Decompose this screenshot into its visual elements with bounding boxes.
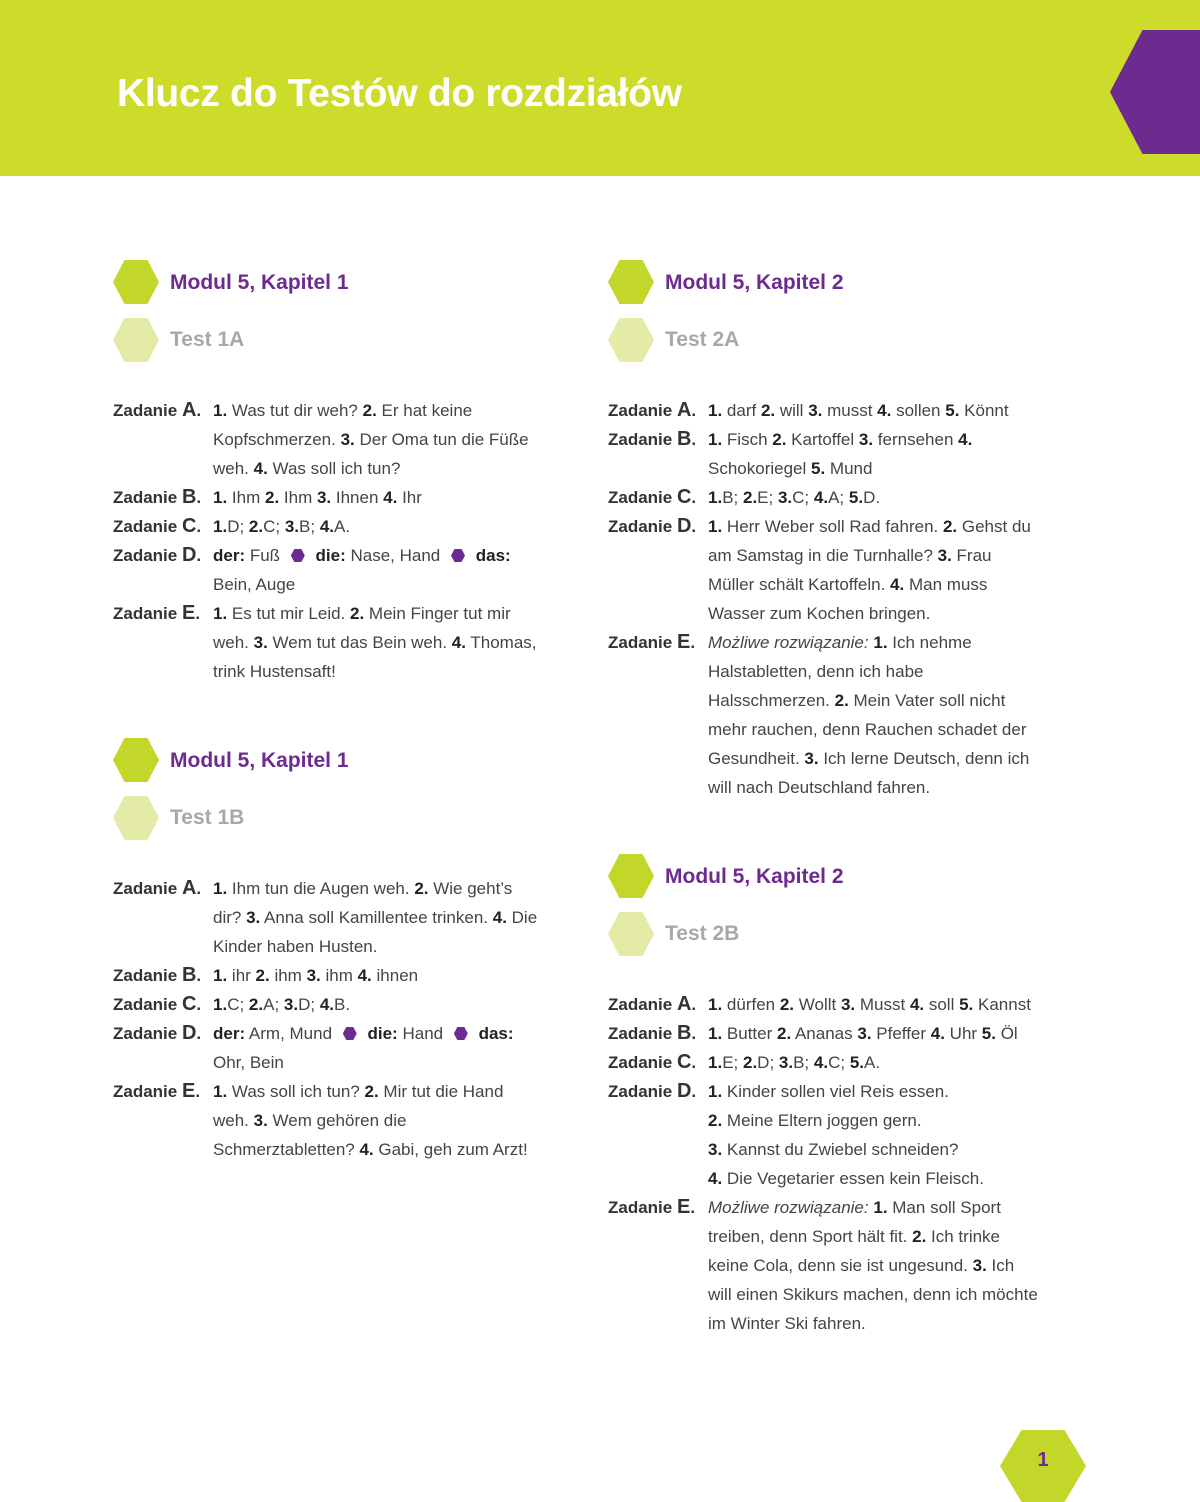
task-item <box>113 874 593 961</box>
task-letter: C <box>676 486 692 508</box>
task-label: Zadanie B. <box>113 964 202 986</box>
task-letter: B <box>181 486 197 508</box>
task-label: Zadanie A. <box>113 399 202 421</box>
test-heading <box>113 316 593 366</box>
task-item <box>608 396 1088 425</box>
task-label: Zadanie C. <box>113 515 202 537</box>
test-heading <box>608 316 1088 366</box>
modul-title: Modul 5, Kapitel 1 <box>170 749 349 772</box>
task-answer: 1. Was soll ich tun? 2. Mir tut die Hand weh. 3. Wem gehören die Schmerztabletten? 4. Gabi, geh zum Arzt! <box>213 1082 528 1159</box>
task-prefix: Zadanie <box>608 1082 677 1101</box>
task-letter: A <box>181 877 197 899</box>
task-prefix: Zadanie <box>113 995 182 1014</box>
hexagon-bullet-icon <box>608 912 654 956</box>
task-answer: 1.E; 2.D; 3.B; 4.C; 5.A. <box>708 1053 881 1072</box>
task-item <box>608 425 1088 483</box>
task-answer: 1. ihr 2. ihm 3. ihm 4. ihnen <box>213 966 419 985</box>
hexagon-bullet-icon <box>608 854 654 898</box>
task-label: Zadanie D. <box>113 1022 202 1044</box>
hexagon-bullet-icon <box>113 260 159 304</box>
hexagon-bullet-icon <box>113 318 159 362</box>
hexagon-bullet-icon <box>113 796 159 840</box>
right-column <box>608 258 1088 1338</box>
task-answer: 1.C; 2.A; 3.D; 4.B. <box>213 995 351 1014</box>
task-list <box>113 874 593 1164</box>
modul-title: Modul 5, Kapitel 1 <box>170 271 349 294</box>
task-letter: B <box>181 964 197 986</box>
task-letter: B <box>676 1022 692 1044</box>
test-section <box>608 258 1088 802</box>
task-label: Zadanie B. <box>608 1022 697 1044</box>
task-prefix: Zadanie <box>608 995 677 1014</box>
task-prefix: Zadanie <box>113 401 182 420</box>
task-answer: der: Arm, Mund die: Hand das: Ohr, Bein <box>213 1024 514 1072</box>
task-letter: A <box>676 399 692 421</box>
task-prefix: Zadanie <box>113 966 182 985</box>
task-letter: C <box>181 993 197 1015</box>
task-prefix: Zadanie <box>113 488 182 507</box>
page-title: Klucz do Testów do rozdziałów <box>117 72 682 115</box>
task-letter: D <box>181 544 197 566</box>
modul-heading <box>608 258 1088 308</box>
task-prefix: Zadanie <box>608 401 677 420</box>
task-prefix: Zadanie <box>608 517 677 536</box>
task-prefix: Zadanie <box>113 546 182 565</box>
test-section <box>113 736 593 1164</box>
test-section <box>608 852 1088 1338</box>
task-answer: der: Fuß die: Nase, Hand das: Bein, Auge <box>213 546 511 594</box>
task-letter: E <box>181 602 196 624</box>
task-item <box>113 961 593 990</box>
task-item <box>608 1193 1088 1338</box>
task-letter: D <box>676 515 692 537</box>
task-answer: 1. Ihm tun die Augen weh. 2. Wie geht’s dir? 3. Anna soll Kamillentee trinken. 4. Die Kinder haben Husten. <box>213 879 538 956</box>
hexagon-bullet-icon <box>608 260 654 304</box>
task-label: Zadanie E. <box>113 1080 201 1102</box>
task-prefix: Zadanie <box>608 488 677 507</box>
task-item <box>113 483 593 512</box>
task-label: Zadanie A. <box>113 877 202 899</box>
task-answer: Możliwe rozwiązanie: 1. Ich nehme Halstabletten, denn ich habe Halsschmerzen. 2. Mein Vater soll nicht mehr rauchen, denn Rauchen schadet der Gesundheit. 3. Ich lerne Deutsch, denn ich will nach Deutschland fahren. <box>708 633 1030 797</box>
task-list <box>608 396 1088 802</box>
task-answer: Możliwe rozwiązanie: 1. Man soll Sport treiben, denn Sport hält fit. 2. Ich trinke keine Cola, denn sie ist ungesund. 3. Ich will einen Skikurs machen, denn ich möchte im Winter Ski fahren. <box>708 1198 1038 1333</box>
task-answer: 1. Was tut dir weh? 2. Er hat keine Kopfschmerzen. 3. Der Oma tun die Füße weh. 4. Was soll ich tun? <box>213 401 529 478</box>
modul-title: Modul 5, Kapitel 2 <box>665 865 844 888</box>
task-answer: 1. Kinder sollen viel Reis essen. 2. Meine Eltern joggen gern. 3. Kannst du Zwiebel schneiden? 4. Die Vegetarier essen kein Fleisch. <box>708 1082 984 1188</box>
task-letter: A <box>676 993 692 1015</box>
task-label: Zadanie A. <box>608 993 697 1015</box>
modul-heading <box>608 852 1088 902</box>
task-prefix: Zadanie <box>608 633 677 652</box>
task-item <box>608 1048 1088 1077</box>
test-section <box>113 258 593 686</box>
task-item <box>608 990 1088 1019</box>
task-letter: C <box>676 1051 692 1073</box>
task-label: Zadanie E. <box>113 602 201 624</box>
test-heading <box>113 794 593 844</box>
task-label: Zadanie A. <box>608 399 697 421</box>
task-label: Zadanie B. <box>608 428 697 450</box>
task-item <box>113 396 593 483</box>
task-letter: C <box>181 515 197 537</box>
task-answer: 1. Fisch 2. Kartoffel 3. fernsehen 4. Schokoriegel 5. Mund <box>708 430 973 478</box>
task-label: Zadanie E. <box>608 631 696 653</box>
test-title: Test 1A <box>170 328 245 351</box>
test-title: Test 2A <box>665 328 740 351</box>
task-prefix: Zadanie <box>608 1198 677 1217</box>
task-answer: 1. Butter 2. Ananas 3. Pfeffer 4. Uhr 5. Öl <box>708 1024 1018 1043</box>
task-label: Zadanie D. <box>113 544 202 566</box>
task-item <box>113 512 593 541</box>
task-item <box>608 1019 1088 1048</box>
task-letter: E <box>676 631 691 653</box>
task-list <box>608 990 1088 1338</box>
task-item <box>608 1077 1088 1193</box>
task-label: Zadanie E. <box>608 1196 696 1218</box>
modul-heading <box>113 258 593 308</box>
task-item <box>608 628 1088 802</box>
left-column <box>113 258 593 1164</box>
test-heading <box>608 910 1088 960</box>
task-prefix: Zadanie <box>113 517 182 536</box>
task-item <box>113 1077 593 1164</box>
modul-title: Modul 5, Kapitel 2 <box>665 271 844 294</box>
task-letter: A <box>181 399 197 421</box>
task-label: Zadanie C. <box>608 1051 697 1073</box>
task-item <box>113 541 593 599</box>
task-answer: 1. Herr Weber soll Rad fahren. 2. Gehst du am Samstag in die Turnhalle? 3. Frau Müller schält Kartoffeln. 4. Man muss Wasser zum Kochen bringen. <box>708 517 1031 623</box>
task-item <box>608 483 1088 512</box>
task-label: Zadanie D. <box>608 515 697 537</box>
task-label: Zadanie D. <box>608 1080 697 1102</box>
task-letter: D <box>676 1080 692 1102</box>
test-title: Test 1B <box>170 806 245 829</box>
task-prefix: Zadanie <box>113 879 182 898</box>
task-letter: B <box>676 428 692 450</box>
task-prefix: Zadanie <box>608 1053 677 1072</box>
header-banner <box>0 0 1200 176</box>
task-item <box>608 512 1088 628</box>
hexagon-bullet-icon <box>608 318 654 362</box>
task-prefix: Zadanie <box>113 1024 182 1043</box>
task-label: Zadanie C. <box>113 993 202 1015</box>
hexagon-bullet-icon <box>113 738 159 782</box>
task-prefix: Zadanie <box>608 430 677 449</box>
task-label: Zadanie C. <box>608 486 697 508</box>
task-item <box>113 990 593 1019</box>
modul-heading <box>113 736 593 786</box>
page-number: 1 <box>1037 1449 1049 1471</box>
task-letter: E <box>181 1080 196 1102</box>
task-item <box>113 1019 593 1077</box>
task-label: Zadanie B. <box>113 486 202 508</box>
task-prefix: Zadanie <box>113 604 182 623</box>
task-answer: 1. dürfen 2. Wollt 3. Musst 4. soll 5. Kannst <box>708 995 1031 1014</box>
task-answer: 1.D; 2.C; 3.B; 4.A. <box>213 517 351 536</box>
task-prefix: Zadanie <box>608 1024 677 1043</box>
test-title: Test 2B <box>665 922 740 945</box>
task-prefix: Zadanie <box>113 1082 182 1101</box>
task-letter: D <box>181 1022 197 1044</box>
task-list <box>113 396 593 686</box>
task-answer: 1. darf 2. will 3. musst 4. sollen 5. Könnt <box>708 401 1009 420</box>
task-answer: 1.B; 2.E; 3.C; 4.A; 5.D. <box>708 488 881 507</box>
task-answer: 1. Es tut mir Leid. 2. Mein Finger tut mir weh. 3. Wem tut das Bein weh. 4. Thomas, trink Hustensaft! <box>213 604 537 681</box>
task-answer: 1. Ihm 2. Ihm 3. Ihnen 4. Ihr <box>213 488 422 507</box>
task-letter: E <box>676 1196 691 1218</box>
task-item <box>113 599 593 686</box>
